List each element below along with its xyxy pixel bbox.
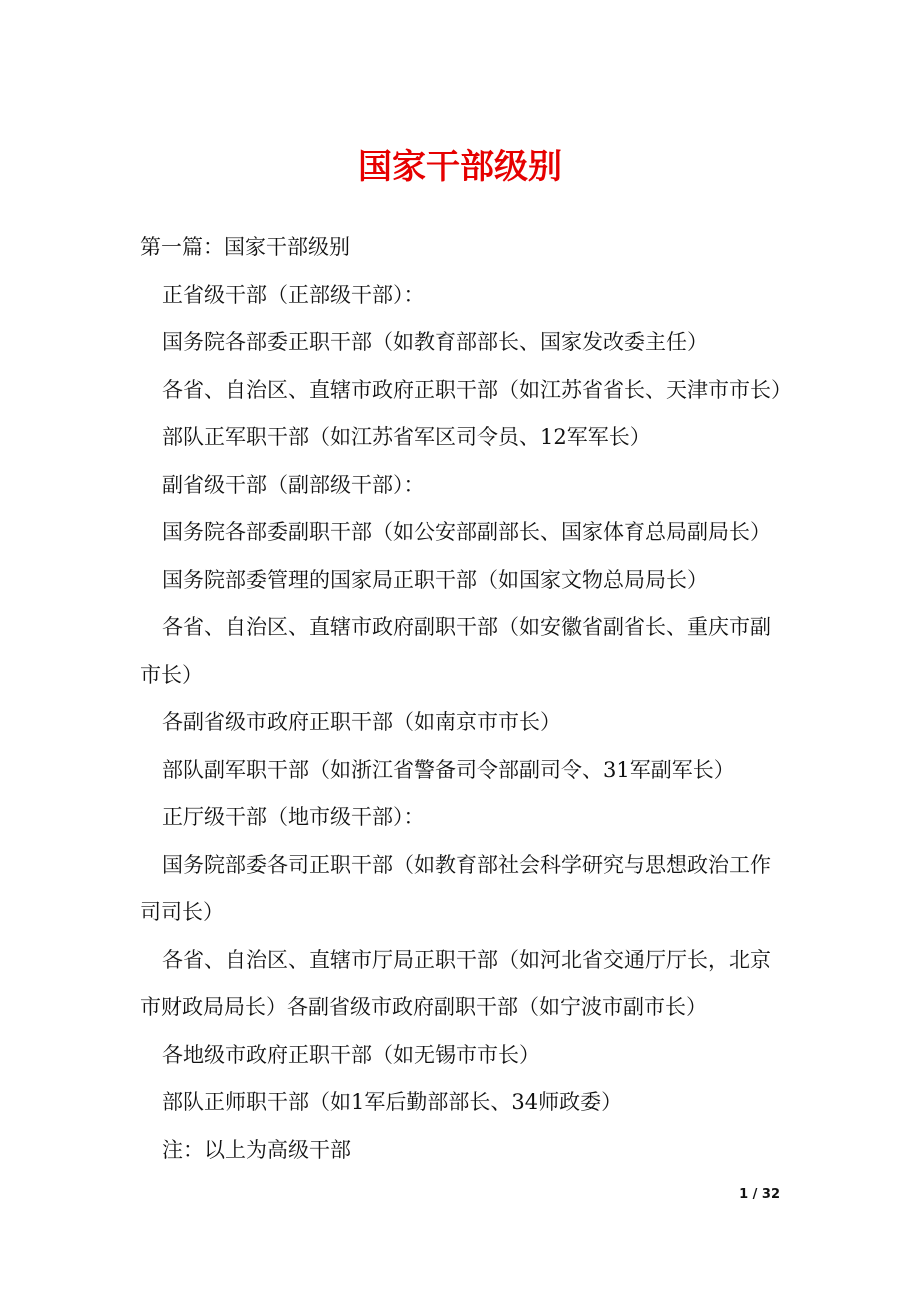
paragraph: 各地级市政府正职干部（如无锡市市长） bbox=[162, 1042, 540, 1067]
paragraph: 正厅级干部（地市级干部）： bbox=[162, 805, 425, 829]
paragraph: 国务院部委管理的国家局正职干部（如国家文物总局局长） bbox=[162, 567, 708, 592]
paragraph: 国务院各部委副职干部（如公安部副部长、国家体育总局副局长） bbox=[162, 520, 771, 544]
paragraph: 部队正军职干部（如江苏省军区司令员、12军军长） bbox=[162, 425, 651, 449]
document-title: 国家干部级别 bbox=[358, 147, 562, 187]
paragraph: 第一篇：国家干部级别 bbox=[140, 235, 350, 259]
paragraph: 部队正师职干部（如1军后勤部部长、34师政委） bbox=[162, 1090, 623, 1114]
paragraph: 各副省级市政府正职干部（如南京市市长） bbox=[162, 710, 561, 734]
paragraph: 正省级干部（正部级干部）： bbox=[162, 282, 425, 307]
paragraph: 各省、自治区、直辖市政府正职干部（如江苏省省长、天津市市长） bbox=[162, 377, 792, 402]
paragraph: 注：以上为高级干部 bbox=[162, 1137, 351, 1162]
paragraph: 国务院部委各司正职干部（如教育部社会科学研究与思想政治工作司司长） bbox=[140, 852, 771, 924]
paragraph: 部队副军职干部（如浙江省警备司令部副司令、31军副军长） bbox=[162, 757, 735, 782]
paragraph: 副省级干部（副部级干部）： bbox=[162, 472, 425, 497]
document-body bbox=[140, 224, 792, 1174]
paragraph: 各省、自治区、直辖市政府副职干部（如安徽省副省长、重庆市副市长） bbox=[140, 615, 771, 687]
paragraph: 国务院各部委正职干部（如教育部部长、国家发改委主任） bbox=[162, 330, 708, 354]
page-number: 1 / 32 bbox=[739, 1187, 780, 1202]
paragraph: 各省、自治区、直辖市厅局正职干部（如河北省交通厅厅长，北京市财政局局长）各副省级市政府副职干部（如宁波市副市长） bbox=[140, 947, 771, 1019]
